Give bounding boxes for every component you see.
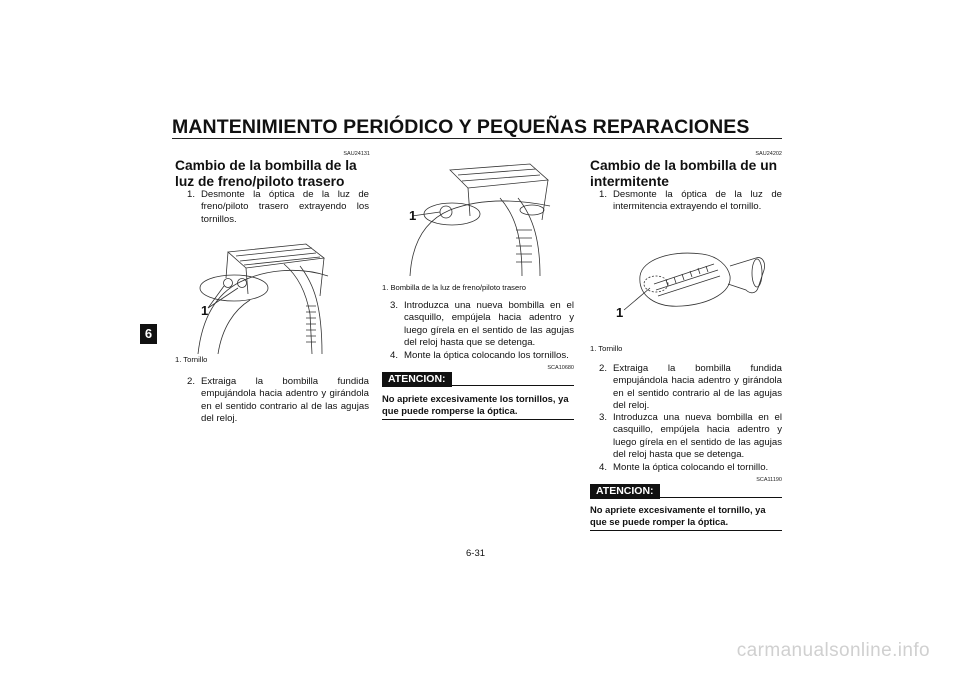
title-rule [172, 138, 782, 139]
step-number: 1. [599, 189, 608, 200]
step-3 [390, 300, 574, 350]
step-text: Monte la óptica colocando el tornillo. [613, 462, 769, 473]
step-number: 1. [187, 189, 196, 200]
turn-signal-illustration [610, 236, 770, 336]
figure-caption: 1. Tornillo [590, 344, 623, 353]
step-4 [599, 462, 782, 474]
caution-rule-top [452, 385, 574, 386]
caution-rule-bottom [590, 530, 782, 531]
step-number: 2. [187, 376, 196, 387]
step-text: Desmonte la óptica de la luz de freno/piloto trasero extrayendo los tornillos. [201, 189, 369, 225]
tail-light-illustration [188, 236, 348, 356]
step-number: 3. [599, 412, 608, 423]
step-1 [599, 189, 782, 214]
step-number: 4. [390, 350, 399, 361]
caution-text: No apriete excesivamente los tornillos, ya que puede romperse la óptica. [382, 393, 569, 416]
chapter-tab: 6 [140, 324, 157, 344]
page-title: MANTENIMIENTO PERIÓDICO Y PEQUEÑAS REPARACIONES [172, 116, 750, 138]
step-2 [599, 363, 782, 413]
bulb-illustration [390, 150, 568, 278]
section-heading: Cambio de la bombilla de la luz de freno/piloto trasero [175, 158, 357, 189]
step-text: Desmonte la óptica de la luz de intermitencia extrayendo el tornillo. [613, 189, 782, 213]
caution-code: SCA10680 [547, 365, 574, 371]
figure-callout: 1 [409, 208, 417, 223]
caution-badge: ATENCION: [382, 372, 452, 387]
step-3 [599, 412, 782, 462]
step-2 [187, 376, 369, 426]
step-text: Extraiga la bombilla fundida empujándola hacia adentro y girándola en el sentido contrario al de las agujas del reloj. [613, 363, 782, 412]
section-code: SAU24131 [343, 151, 370, 157]
caution-rule-top [660, 497, 782, 498]
caution-text: No apriete excesivamente el tornillo, ya que se puede romper la óptica. [590, 504, 766, 527]
page-number: 6-31 [466, 548, 486, 559]
caution-rule-bottom [382, 419, 574, 420]
section-code: SAU24202 [755, 151, 782, 157]
watermark: carmanualsonline.info [736, 640, 930, 661]
figure-callout: 1 [201, 303, 209, 318]
step-text: Introduzca una nueva bombilla en el casquillo, empújela hacia adentro y luego gírela en el sentido de las agujas del reloj hasta que se detenga. [404, 300, 574, 349]
step-1 [187, 189, 369, 226]
figure-callout: 1 [616, 305, 624, 320]
figure-caption: 1. Tornillo [175, 355, 208, 364]
step-number: 4. [599, 462, 608, 473]
step-number: 3. [390, 300, 399, 311]
step-number: 2. [599, 363, 608, 374]
step-text: Introduzca una nueva bombilla en el casquillo, empújela hacia adentro y luego gírela en el sentido de las agujas del reloj hasta que se detenga. [613, 412, 782, 461]
figure-caption: 1. Bombilla de la luz de freno/piloto trasero [382, 283, 526, 292]
step-text: Monte la óptica colocando los tornillos. [404, 350, 569, 361]
caution-code: SCA11190 [756, 477, 782, 483]
step-text: Extraiga la bombilla fundida empujándola hacia adentro y girándola en el sentido contrario al de las agujas del reloj. [201, 376, 369, 425]
section-heading: Cambio de la bombilla de un intermitente [590, 158, 778, 189]
caution-badge: ATENCION: [590, 484, 660, 499]
step-4 [390, 350, 574, 362]
